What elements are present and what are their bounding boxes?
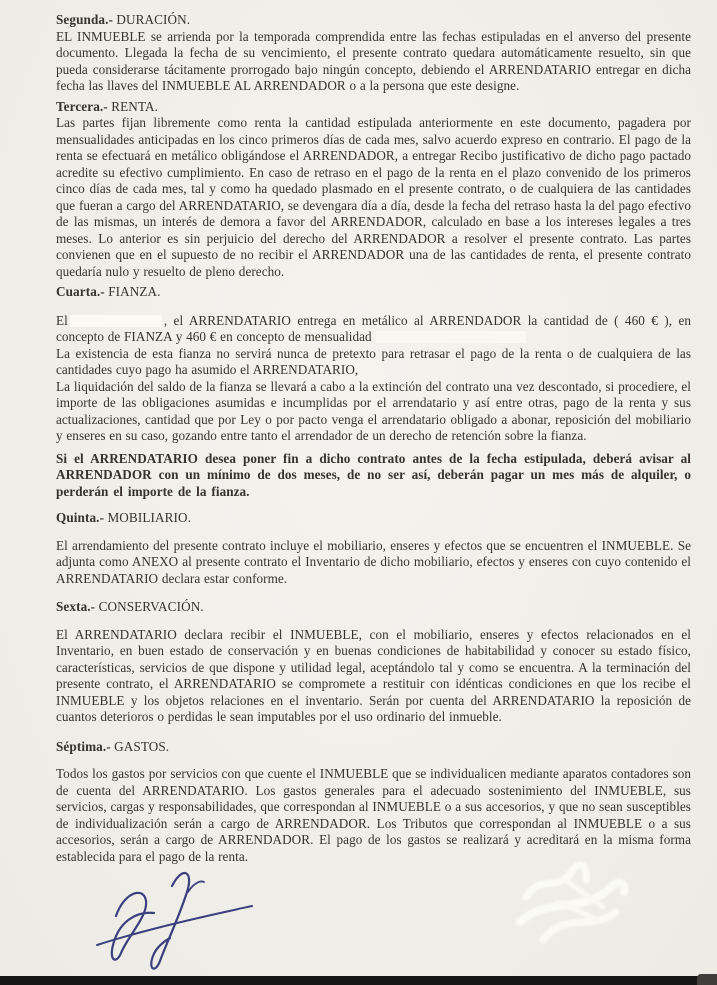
section-heading <box>56 284 691 301</box>
section-number: Quinta.- <box>56 510 105 525</box>
section-heading <box>56 99 691 116</box>
section-number: Tercera.- <box>56 98 108 114</box>
section-fianza <box>56 284 691 500</box>
section-conservacion <box>56 599 691 726</box>
section-title: DURACIÓN. <box>116 12 191 27</box>
section-title: GASTOS. <box>114 738 170 754</box>
section-heading <box>56 599 691 616</box>
scan-edge-bar <box>0 976 717 985</box>
paragraph-early-termination-bold: Si el ARRENDATARIO desea poner fin a dicho contrato antes de la fecha estipulada, deberá avisar al ARRENDADOR con un mínimo de dos meses, de no ser así, deberán pagar un mes más de alquiler, o perderán el importe de la fianza. <box>56 450 691 499</box>
section-number: Sexta.- <box>56 599 96 614</box>
paragraph: La existencia de esta fianza no servirá nunca de pretexto para retrasar el pago de la renta o de cualquiera de las cantidades cuyo pago ha asumido el ARRENDATARIO, <box>56 345 691 377</box>
redaction-prefix: El <box>56 312 68 328</box>
paragraph: La liquidación del saldo de la fianza se llevará a cabo a la extinción del contrato una vez descontado, si procediere, el importe de las obligaciones asumidas e incumplidas por el arrendatario y así entre otras, pago de la renta y sus actualizaciones, cantidad que por Ley o por pacto venga el arrendatario obligado a abonar, reposición del mobiliario y enseres en su caso, gozando entre tanto el arrendador de un derecho de retención sobre la fianza. <box>56 378 691 443</box>
paragraph: El ARRENDATARIO declara recibir el INMUEBLE, con el mobiliario, enseres y efectos relacionados en el Inventario, en buen estado de conservación y en buenas condiciones de habitabilidad y conocer su estado físico, características, servicios de que dispone y utilidad legal, aceptándolo tal y como se encuentra. A la terminación del presente contrato, el ARRENDATARIO se compromete a restituir con idénticas condiciones en que los recibe el INMUEBLE y los objetos relaciones en el inventario. Serán por cuenta del ARRENDATARIO la reposición de cuantos deterioros o perdidas le sean imputables por el uso ordinario del inmueble. <box>56 626 691 724</box>
section-number: Séptima.- <box>56 738 111 754</box>
whiteout-redaction <box>70 315 162 327</box>
paragraph: El arrendamiento del presente contrato incluye el mobiliario, enseres y efectos que se encuentren el INMUEBLE. Se adjunta como ANEXO al presente contrato el Inventario de dicho mobiliario, efectos y enseres con cuyo contenido el ARRENDATARIO declara estar conforme. <box>56 537 691 586</box>
section-title: FIANZA. <box>108 284 161 299</box>
section-mobiliario <box>56 510 691 587</box>
section-title: CONSERVACIÓN. <box>98 599 204 614</box>
section-heading <box>56 510 691 527</box>
paragraph: Las partes fijan libremente como renta la cantidad estipulada anteriormente en este documento, pagadera por mensualidades anticipadas en los cinco primeros días de cada mes, salvo acuerdo expreso en contrario. El pago de la renta se efectuará en metálico obligándose el ARRENDADOR, a entregar Recibo justificativo de dicho pago pactado acredite su efectivo cumplimiento. En caso de retraso en el pago de la renta en el plazo convenido de los primeros cinco días de cada mes, tal y como ha quedado plasmado en el presente contrato, o de cualquiera de las cantidades que fueran a cargo del ARRENDATARIO, se devengara día a día, desde la fecha del retraso hasta la del pago efectivo de las mismas, un interés de demora a favor del ARRENDADOR, calculado en base a los intereses legales a tres meses. Lo anterior es sin perjuicio del derecho del ARRENDADOR a resolver el presente contrato. Las partes convienen que en el supuesto de no recibir el ARRENDADOR una de las cantidades de renta, el presente contrato quedaría nulo y resuelto de pleno derecho. <box>56 115 691 279</box>
whiteout-redaction-tail <box>376 331 526 343</box>
whiteout-ghost-signature <box>498 852 663 972</box>
redaction-rest: , el ARRENDATARIO entrega en metálico al ARRENDADOR la cantidad de ( 460 € ), en concepto de FIANZA y 460 € en concepto de mensualidad <box>56 312 691 344</box>
signature-ink <box>92 866 310 970</box>
section-gastos <box>56 739 691 866</box>
section-heading <box>56 12 691 29</box>
scan-edge-corner <box>697 974 717 985</box>
section-number: Cuarta.- <box>56 284 105 299</box>
section-duracion <box>56 12 691 95</box>
paragraph: EL INMUEBLE se arrienda por la temporada comprendida entre las fechas estipuladas en el anverso del presente documento. Llegada la fecha de su vencimiento, el presente contrato quedara automáticamente resuelto, sin que pueda considerarse tácitamente prorrogado bajo ningún concepto, debiendo el ARRENDATARIO entregar en dicha fecha las llaves del INMUEBLE AL ARRENDADOR o a la persona que este designe. <box>56 28 691 93</box>
paragraph: Todos los gastos por servicios con que cuente el INMUEBLE que se individualicen mediante aparatos contadores son de cuenta del ARRENDATARIO. Los gastos generales para el adecuado sostenimiento del INMUEBLE, sus servicios, cargas y responsabilidades, que correspondan al INMUEBLE o a sus accesorios, y que no sean susceptibles de individualización serán a cargo de ARRENDADOR. Los Tributos que correspondan al INMUEBLE o a sus accesorios, serán a cargo de ARRENDADOR. El pago de los gastos se realizará y acreditará en la misma forma establecida para el pago de la renta. <box>56 766 691 864</box>
section-title: MOBILIARIO. <box>107 510 191 525</box>
section-renta <box>56 99 691 281</box>
section-heading <box>56 739 691 756</box>
section-number: Segunda.- <box>56 12 113 27</box>
section-title: RENTA. <box>111 98 158 114</box>
paragraph-with-redaction <box>56 313 691 346</box>
